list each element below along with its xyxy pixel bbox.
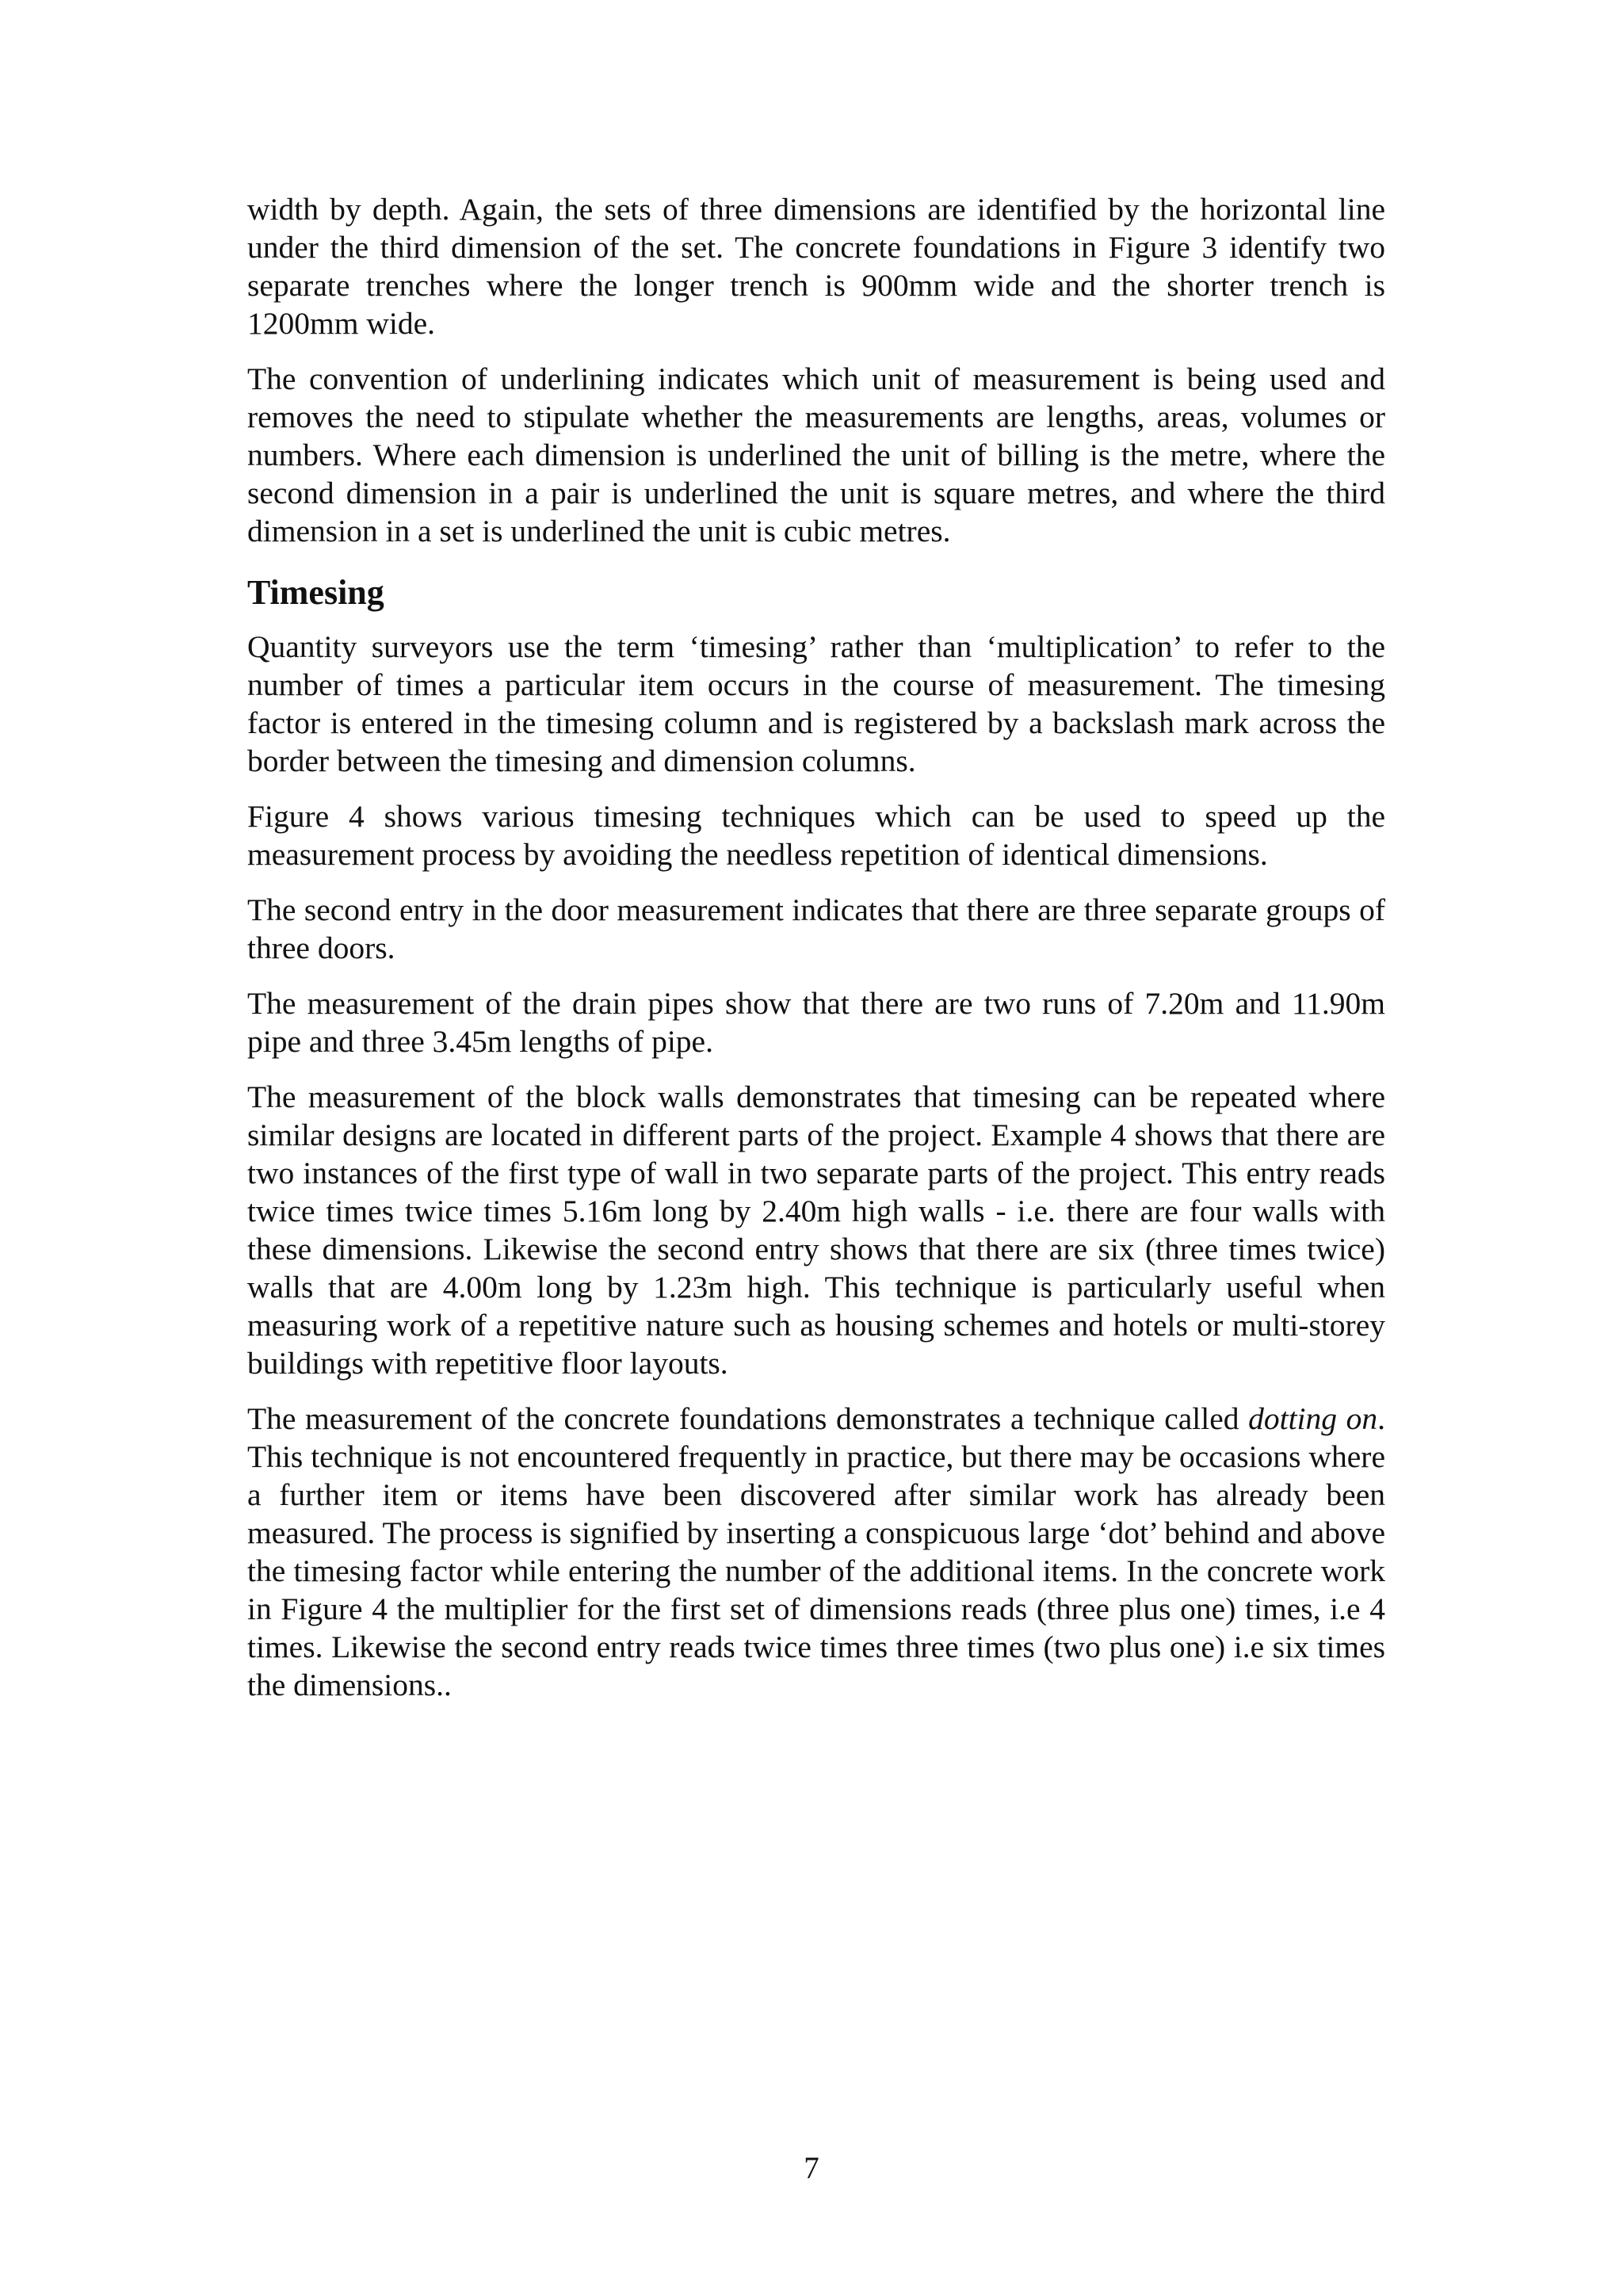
dotting-on-text-after: . This technique is not encountered frequently in practice, but there may be occasions where a further item or items have been discovered after similar work has already been measured. The process is signified by inserting a conspicuous large ‘dot’ behind and above the timesing factor while entering the number of the additional items. In the concrete work in Figure 4 the multiplier for the first set of dimensions reads (three plus one) times, i.e 4 times. Likewise the second entry reads twice times three times (two plus one) i.e six times the dimensions..	[247, 1401, 1385, 1702]
paragraph-figure-4-overview: Figure 4 shows various timesing techniques which can be used to speed up the measurement process by avoiding the needless repetition of identical dimensions.	[247, 799, 1385, 872]
paragraph-underlining-convention: The convention of underlining indicates which unit of measurement is being used and removes the need to stipulate whether the measurements are lengths, areas, volumes or numbers. Where each dimension is underlined the unit of billing is the metre, where the second dimension in a pair is underlined the unit is square metres, and where the third dimension in a set is underlined the unit is cubic metres.	[247, 361, 1385, 548]
page-number: 7	[804, 2151, 819, 2185]
paragraph-dimensions-sets: width by depth. Again, the sets of three dimensions are identified by the horizontal line under the third dimension of the set. The concrete foundations in Figure 3 identify two separate trenches where the longer trench is 900mm wide and the shorter trench is 1200mm wide.	[247, 192, 1385, 341]
paragraph-block-walls: The measurement of the block walls demonstrates that timesing can be repeated where similar designs are located in different parts of the project. Example 4 shows that there are two instances of the first type of wall in two separate parts of the project. This entry reads twice times twice times 5.16m long by 2.40m high walls - i.e. there are four walls with these dimensions. Likewise the second entry shows that there are six (three times twice) walls that are 4.00m long by 1.23m high. This technique is particularly useful when measuring work of a repetitive nature such as housing schemes and hotels or multi-storey buildings with repetitive floor layouts.	[247, 1079, 1385, 1381]
dotting-on-italic-term: dotting on	[1248, 1401, 1378, 1436]
dotting-on-text-before: The measurement of the concrete foundations demonstrates a technique called	[247, 1401, 1249, 1436]
page-body	[247, 190, 1385, 1721]
paragraph-dotting-on	[247, 1400, 1385, 1704]
paragraph-drain-pipes: The measurement of the drain pipes show that there are two runs of 7.20m and 11.90m pipe and three 3.45m lengths of pipe.	[247, 986, 1385, 1059]
paragraph-timesing-definition: Quantity surveyors use the term ‘timesing’ rather than ‘multiplication’ to refer to the number of times a particular item occurs in the course of measurement. The timesing factor is entered in the timesing column and is registered by a backslash mark across the border between the timesing and dimension columns.	[247, 629, 1385, 778]
paragraph-door-measurement: The second entry in the door measurement indicates that there are three separate groups of three doors.	[247, 892, 1385, 965]
section-heading-timesing: Timesing	[247, 573, 384, 612]
